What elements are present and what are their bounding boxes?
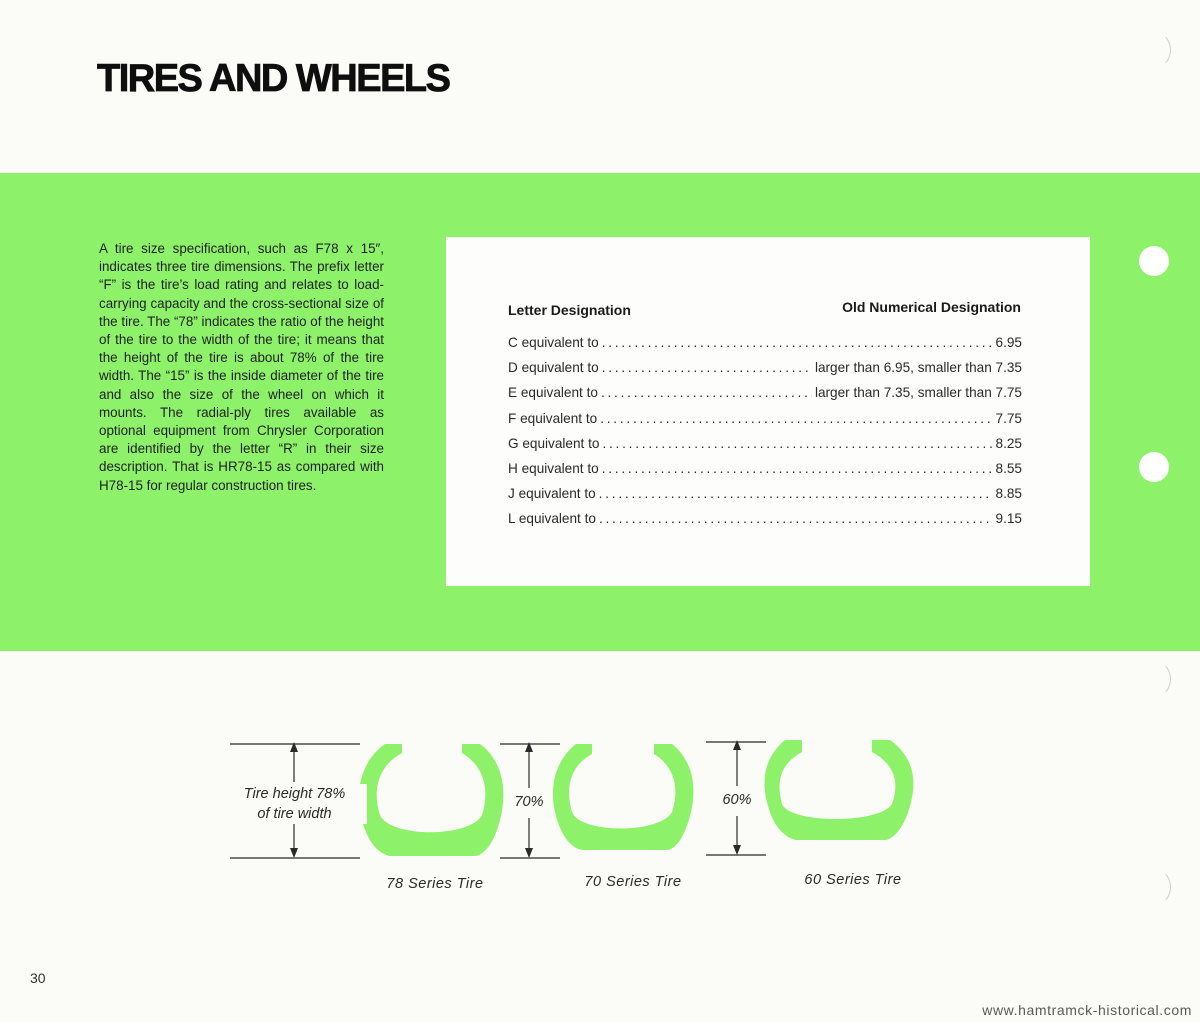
header-letter-designation: Letter Designation [508,302,631,318]
page-number: 30 [30,970,46,986]
row-value: 8.25 [995,435,1022,451]
punch-hole-arc-top [1140,32,1171,68]
tire-series-diagram [0,720,1200,920]
dot-leader [602,335,993,350]
row-letter: J [508,486,515,502]
table-row [508,385,1022,410]
dot-leader [602,436,992,451]
arrowhead-60-down [733,845,741,855]
row-letter: F [508,410,517,426]
tire-height-label-line2: of tire width [257,806,332,822]
row-label: equivalent to [521,335,599,350]
row-letter: L [508,511,516,527]
caption-60-series: 60 Series Tire [804,872,902,888]
tire-profiles-svg [0,720,1200,920]
table-row [508,486,1022,511]
row-value: larger than 7.35, smaller than 7.75 [814,385,1022,401]
tire-height-label-line1: Tire height 78% [243,786,346,802]
page-title: TIRES AND WHEELS [97,57,450,101]
row-value: 8.55 [995,460,1022,476]
dot-leader [601,385,812,400]
row-label: equivalent to [521,360,599,376]
row-value: 6.95 [995,335,1022,350]
row-value: larger than 6.95, smaller than 7.35 [814,360,1022,376]
row-letter: G [508,435,519,451]
table-row [508,360,1022,385]
dot-leader [599,511,993,526]
punch-hole [1139,246,1169,276]
table-row [508,436,1022,461]
dot-leader [599,486,993,501]
dot-leader [602,461,993,476]
ratio-label-70: 70% [508,792,550,812]
caption-78-series: 78 Series Tire [386,876,484,892]
tire-78-profile [359,744,503,856]
row-letter: D [508,360,518,376]
caption-70-series: 70 Series Tire [584,874,682,890]
row-letter: H [508,460,518,476]
designation-table [446,237,1090,586]
row-label: equivalent to [518,486,596,502]
dot-leader [600,411,992,426]
tire-height-label [222,784,367,824]
row-value: 9.15 [995,511,1022,527]
row-value: 7.75 [995,410,1022,426]
punch-hole-arc [1140,661,1171,697]
arrowhead-70-down [525,848,533,858]
row-label: equivalent to [518,511,596,527]
row-label: equivalent to [522,435,600,451]
row-label: equivalent to [520,385,598,401]
row-label: equivalent to [521,460,599,476]
ratio-label-60: 60% [716,790,758,810]
table-row [508,411,1022,436]
watermark-url: www.hamtramck-historical.com [982,1002,1192,1018]
intro-paragraph: A tire size specification, such as F78 x 15″, indicates three tire dimensions. The prefix letter “F” is the tire’s load rating and relates to load-carrying capacity and the cross-sectional size of the tire. The “78” indicates the ratio of the height of the tire to the width of the tire; it means that the height of the tire is about 78% of the tire width. The “15” is the inside diameter of the tire and also the size of the wheel on which it mounts. The radial-ply tires available as optional equipment from Chrysler Corporation are identified by the letter “R” in their size description. That is HR78-15 as compared with H78-15 for regular construction tires. [99,241,384,493]
header-old-numerical-designation: Old Numerical Designation [842,299,1021,315]
tire-70-profile [553,744,693,850]
punch-hole [1139,452,1169,482]
tire-60-profile [765,740,914,840]
dot-leader [602,360,812,375]
row-letter: E [508,385,518,401]
table-row [508,461,1022,486]
table-row [508,511,1022,536]
row-letter: C [508,335,518,350]
row-label: equivalent to [520,410,598,426]
row-value: 8.85 [995,486,1022,502]
arrowhead-78-down [290,848,298,858]
designation-rows [508,335,1022,537]
table-row [508,335,1022,360]
